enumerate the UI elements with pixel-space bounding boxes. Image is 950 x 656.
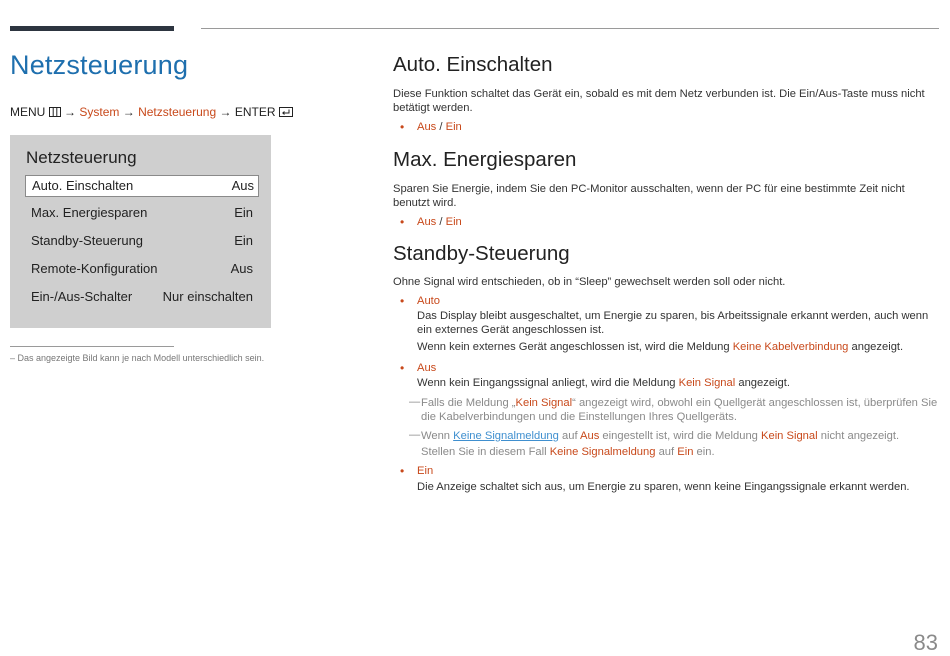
- footnote-rule: [10, 346, 174, 347]
- footnote: – Das angezeigte Bild kann je nach Modell unterschiedlich sein.: [10, 353, 265, 363]
- menu-path-netzsteuerung: Netzsteuerung: [138, 105, 217, 119]
- option-note: [417, 340, 941, 354]
- note-dash-icon: ―: [409, 396, 421, 408]
- option-list-item: [393, 215, 941, 229]
- note-text: “ angezeigt wird, obwohl ein Quellgerät angeschlossen ist, überprüfen Sie die Kabelverbindungen und die Einstellungen Ihres Quellgeräts.: [421, 397, 938, 423]
- arrow-icon: →: [219, 105, 232, 119]
- setting-ein: Ein: [677, 446, 694, 458]
- option-aus: [393, 361, 941, 390]
- osd-item-label: Ein-/Aus-Schalter: [31, 289, 133, 304]
- link-keine-signalmeldung[interactable]: Keine Signalmeldung: [453, 430, 559, 442]
- note-text: nicht angezeigt.: [817, 430, 900, 442]
- menu-path-system: System: [79, 105, 120, 119]
- section-heading-auto-einschalten: Auto. Einschalten: [393, 53, 553, 76]
- osd-item-standby-steuerung: [25, 231, 257, 251]
- note-text: auf: [558, 430, 581, 442]
- note-text: eingestellt ist, wird die Meldung: [599, 430, 762, 442]
- option-ein: Ein: [445, 121, 462, 133]
- message-kein-signal: Kein Signal: [515, 397, 573, 409]
- osd-item-value: Aus: [231, 178, 254, 193]
- option-label: Aus: [417, 362, 437, 374]
- note-kein-signal: [393, 396, 941, 424]
- osd-item-value: Ein: [234, 233, 253, 248]
- bullet-icon: •: [400, 361, 405, 375]
- section-heading-standby-steuerung: Standby-Steuerung: [393, 242, 570, 265]
- osd-item-value: Ein: [234, 205, 253, 220]
- menu-grid-icon: [49, 106, 61, 120]
- menu-label: MENU: [10, 105, 46, 119]
- bullet-icon: •: [400, 120, 405, 134]
- osd-item-label: Remote-Konfiguration: [31, 261, 158, 276]
- osd-item-label: Standby-Steuerung: [31, 233, 144, 248]
- enter-icon: [279, 106, 293, 120]
- note-keine-signalmeldung: [393, 429, 941, 459]
- option-aus: Aus: [417, 216, 437, 228]
- message-keine-kabelverbindung: Keine Kabelverbindung: [732, 341, 849, 353]
- note-text: Stellen Sie in diesem Fall: [421, 446, 550, 458]
- osd-item-remote-konfiguration: [25, 259, 257, 279]
- option-description: Die Anzeige schaltet sich aus, um Energie zu sparen, wenn keine Eingangssignale erkannt werden.: [417, 481, 910, 493]
- section-heading-max-energiesparen: Max. Energiesparen: [393, 148, 577, 171]
- option-description: [417, 376, 941, 390]
- content-column: [393, 52, 941, 494]
- arrow-icon: →: [64, 105, 77, 119]
- bullet-icon: •: [400, 464, 405, 478]
- note-text: Wenn: [421, 430, 454, 442]
- header-rule-thick: [10, 26, 174, 31]
- message-kein-signal: Kein Signal: [761, 430, 818, 442]
- note-text: auf: [655, 446, 678, 458]
- setting-keine-signalmeldung: Keine Signalmeldung: [549, 446, 656, 458]
- option-label: Ein: [417, 465, 434, 477]
- bullet-icon: •: [400, 215, 405, 229]
- message-kein-signal: Kein Signal: [678, 377, 736, 389]
- option-list-item: [393, 120, 941, 134]
- osd-item-max-energiesparen: [25, 203, 257, 223]
- arrow-icon: →: [122, 105, 135, 119]
- osd-item-label: Max. Energiesparen: [31, 205, 148, 220]
- note-text: Falls die Meldung „: [421, 397, 516, 409]
- option-ein: Ein: [445, 216, 462, 228]
- osd-item-label: Auto. Einschalten: [32, 178, 134, 193]
- section-description: Sparen Sie Energie, indem Sie den PC-Monitor ausschalten, wenn der PC für eine bestimmte Zeit nicht benutzt wird.: [393, 183, 905, 209]
- osd-item-ein-aus-schalter: [25, 287, 257, 307]
- osd-item-value: Nur einschalten: [162, 289, 253, 304]
- option-ein: [393, 464, 941, 494]
- setting-aus: Aus: [580, 430, 600, 442]
- osd-menu-screenshot: [10, 135, 271, 328]
- option-aus: Aus: [417, 121, 437, 133]
- osd-item-auto-einschalten: [25, 175, 259, 197]
- option-description: Das Display bleibt ausgeschaltet, um Energie zu sparen, bis Arbeitssignale erkannt werden, auch wenn ein externes Gerät angeschlossen ist.: [417, 310, 929, 336]
- note-text: angezeigt.: [735, 377, 790, 389]
- page-title: Netzsteuerung: [10, 50, 189, 80]
- note-text: angezeigt.: [848, 341, 904, 353]
- note-text: ein.: [693, 446, 715, 458]
- option-separator: /: [436, 121, 446, 133]
- note-text: Wenn kein externes Gerät angeschlossen ist, wird die Meldung: [417, 341, 733, 353]
- page-number: 83: [913, 630, 938, 655]
- option-separator: /: [436, 216, 446, 228]
- note-text: Wenn kein Eingangssignal anliegt, wird die Meldung: [417, 377, 679, 389]
- osd-title: Netzsteuerung: [26, 148, 137, 167]
- option-label: Auto: [417, 295, 441, 307]
- option-auto: [393, 294, 941, 354]
- note-dash-icon: ―: [409, 429, 421, 441]
- header-rule-thin: [201, 28, 939, 29]
- bullet-icon: •: [400, 294, 405, 308]
- menu-path: [10, 105, 293, 120]
- section-description: Ohne Signal wird entschieden, ob in “Sleep” gewechselt werden soll oder nicht.: [393, 276, 786, 288]
- menu-path-enter: ENTER: [234, 105, 276, 119]
- osd-item-value: Aus: [230, 261, 253, 276]
- section-description: Diese Funktion schaltet das Gerät ein, sobald es mit dem Netz verbunden ist. Die Ein/Aus-Taste muss nicht betätigt werden.: [393, 88, 925, 114]
